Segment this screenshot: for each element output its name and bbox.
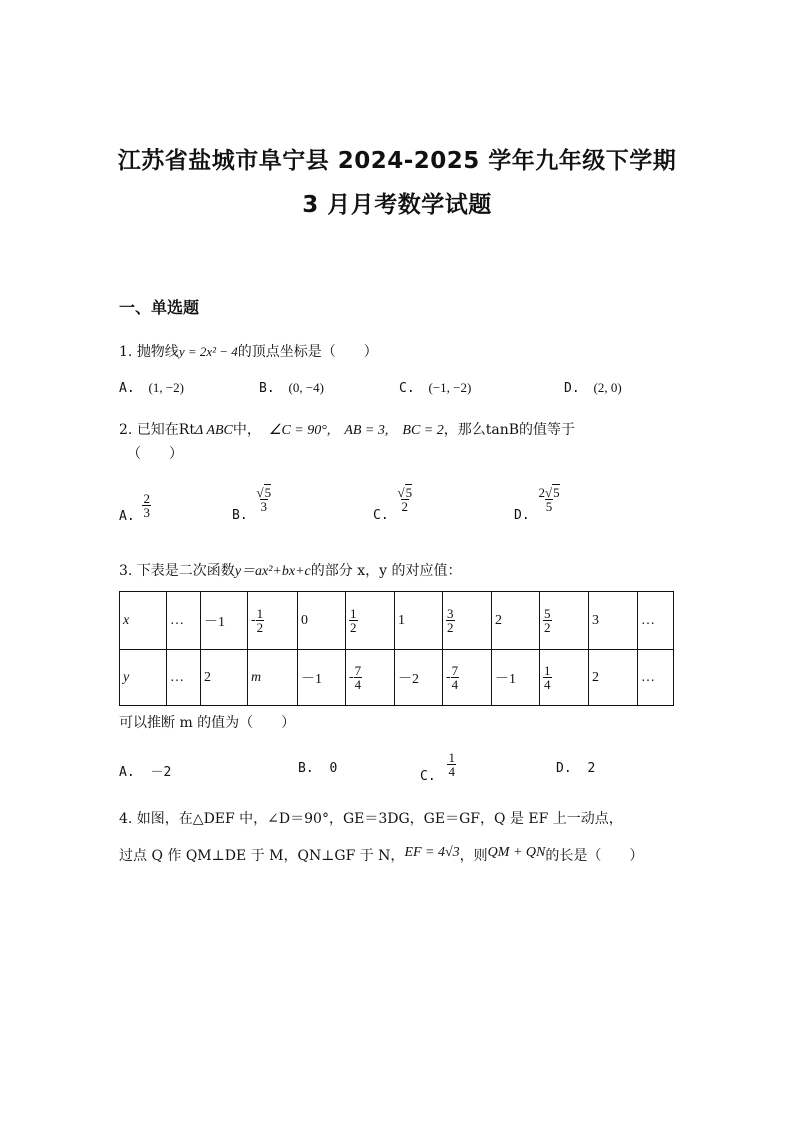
q1-option-a[interactable] [119, 380, 184, 396]
option-value: (1, −2) [148, 380, 184, 395]
document-title-line1: 江苏省盐城市阜宁县 2024-2025 学年九年级下学期 [117, 148, 677, 174]
fraction [396, 486, 413, 513]
table-cell: －2 [395, 650, 443, 706]
table-cell: … [167, 592, 201, 650]
question-text: ，则 [459, 848, 488, 864]
table-row-x [120, 592, 674, 650]
radicand: 5 [405, 485, 413, 500]
question-3-followup: 可以推断 m 的值为（ ） [119, 715, 296, 731]
numerator: 1 [544, 663, 551, 678]
table-cell [443, 650, 492, 706]
table-cell: … [167, 650, 201, 706]
denominator: 4 [448, 764, 455, 779]
option-label: A. [119, 381, 135, 396]
question-3 [119, 560, 461, 580]
value-table [119, 591, 674, 706]
q1-option-c[interactable] [399, 380, 471, 396]
table-cell: －1 [298, 650, 346, 706]
question-text: 的部分 x，y 的对应值： [310, 563, 462, 579]
minus-sign: - [446, 669, 451, 685]
option-label: C. [420, 769, 436, 784]
denominator: 4 [544, 677, 551, 692]
q3-option-b[interactable] [298, 761, 337, 776]
q1-option-d[interactable] [564, 380, 622, 396]
q2-option-a[interactable] [119, 491, 151, 524]
q3-option-a[interactable] [119, 761, 171, 780]
denominator: 2 [401, 499, 409, 514]
question-text: 已知在Rt [136, 422, 195, 438]
question-text: ，那么tanB的值等于 [443, 422, 576, 438]
option-label: C. [399, 381, 415, 396]
numerator: 7 [451, 663, 459, 678]
q1-option-b[interactable] [259, 380, 324, 396]
option-label: A. [119, 509, 135, 524]
question-text: 下表是二次函数 [136, 563, 235, 579]
table-cell: 3 [589, 592, 638, 650]
radicand: 5 [553, 485, 560, 500]
fraction [537, 486, 560, 513]
table-cell [346, 650, 395, 706]
fraction [255, 486, 272, 513]
formula: AB = 3, [344, 423, 389, 438]
numerator: √5 [256, 485, 272, 500]
numerator: 2 [143, 491, 150, 506]
option-label: D. [514, 508, 530, 523]
table-cell: －1 [201, 592, 248, 650]
option-value: 0 [329, 761, 338, 776]
formula: y = 2x² − 4 [178, 344, 238, 359]
denominator: 4 [451, 677, 459, 692]
table-cell: … [638, 650, 674, 706]
option-label: B. [259, 381, 275, 396]
option-label: D. [564, 381, 580, 396]
numerator: 5 [544, 606, 551, 621]
table-cell [346, 592, 395, 650]
formula: Δ ABC [194, 423, 233, 438]
minus-sign: - [349, 669, 354, 685]
denominator: 2 [350, 620, 357, 635]
table-cell: －1 [492, 650, 540, 706]
option-value: (0, −4) [288, 380, 324, 395]
question-text: 过点 Q 作 QM⊥DE 于 M，QN⊥GF 于 N， [119, 848, 405, 864]
q3-option-c[interactable] [420, 750, 456, 784]
section-heading: 一、单选题 [119, 298, 200, 317]
q3-option-d[interactable] [556, 761, 595, 776]
formula: QM + QN [487, 845, 546, 860]
option-value: 2 [587, 761, 596, 776]
denominator: 3 [260, 499, 268, 514]
table-cell: y [120, 650, 167, 706]
numerator: 1 [350, 606, 357, 621]
minus-sign: - [251, 612, 256, 628]
table-cell [248, 592, 298, 650]
formula: EF = 4√3 [404, 845, 460, 860]
question-4-line1: 4. 如图，在△DEF 中，∠D＝90°，GE＝3DG，GE＝GF，Q 是 EF 上一动点， [119, 811, 623, 827]
option-label: B. [232, 508, 248, 523]
question-2-paren: （ ） [127, 446, 183, 462]
option-label: C. [373, 508, 389, 523]
table-cell: 2 [201, 650, 248, 706]
question-text: 中， [232, 422, 261, 438]
table-cell: … [638, 592, 674, 650]
numerator: 3 [447, 606, 454, 621]
formula: BC = 2 [402, 423, 444, 438]
question-number: 3. [119, 563, 133, 579]
table-cell: m [248, 650, 298, 706]
q2-option-c[interactable] [373, 485, 413, 523]
table-cell: 0 [298, 592, 346, 650]
radicand: 5 [264, 485, 272, 500]
table-row-y [120, 650, 674, 706]
option-label: B. [298, 761, 314, 776]
denominator: 4 [354, 677, 362, 692]
question-number: 2. [119, 422, 133, 438]
option-label: A. [119, 765, 135, 780]
question-2 [119, 419, 575, 439]
table-cell: 2 [589, 650, 638, 706]
fraction [142, 492, 151, 519]
numerator: 1 [256, 606, 264, 621]
option-value: (2, 0) [593, 380, 622, 395]
denominator: 5 [545, 499, 553, 514]
q2-option-b[interactable] [232, 485, 272, 523]
numerator: 7 [354, 663, 362, 678]
question-text: 抛物线 [136, 344, 179, 360]
numerator: 1 [448, 750, 455, 765]
formula: ∠C = 90°, [268, 423, 331, 438]
table-cell [540, 650, 589, 706]
table-cell [443, 592, 492, 650]
denominator: 3 [143, 505, 150, 520]
document-title-line2: 3 月月考数学试题 [302, 192, 492, 218]
numerator: √5 [397, 485, 413, 500]
denominator: 2 [256, 620, 264, 635]
question-1 [119, 341, 378, 361]
option-value: (−1, −2) [428, 380, 472, 395]
question-text: 的长是（ ） [545, 848, 644, 864]
option-value: －2 [150, 765, 172, 780]
table-cell: 1 [395, 592, 443, 650]
q2-option-d[interactable] [514, 485, 561, 523]
denominator: 2 [447, 620, 454, 635]
table-cell [540, 592, 589, 650]
question-4-line2 [119, 845, 643, 865]
denominator: 2 [544, 620, 551, 635]
option-label: D. [556, 761, 572, 776]
coefficient: 2 [538, 485, 545, 500]
fraction [447, 751, 456, 778]
table-cell: 2 [492, 592, 540, 650]
question-number: 1. [119, 344, 133, 360]
question-text: 的顶点坐标是（ ） [237, 344, 378, 360]
table-cell: x [120, 592, 167, 650]
numerator: 2√5 [538, 485, 560, 500]
formula: y＝ax²+bx+c [234, 564, 311, 579]
